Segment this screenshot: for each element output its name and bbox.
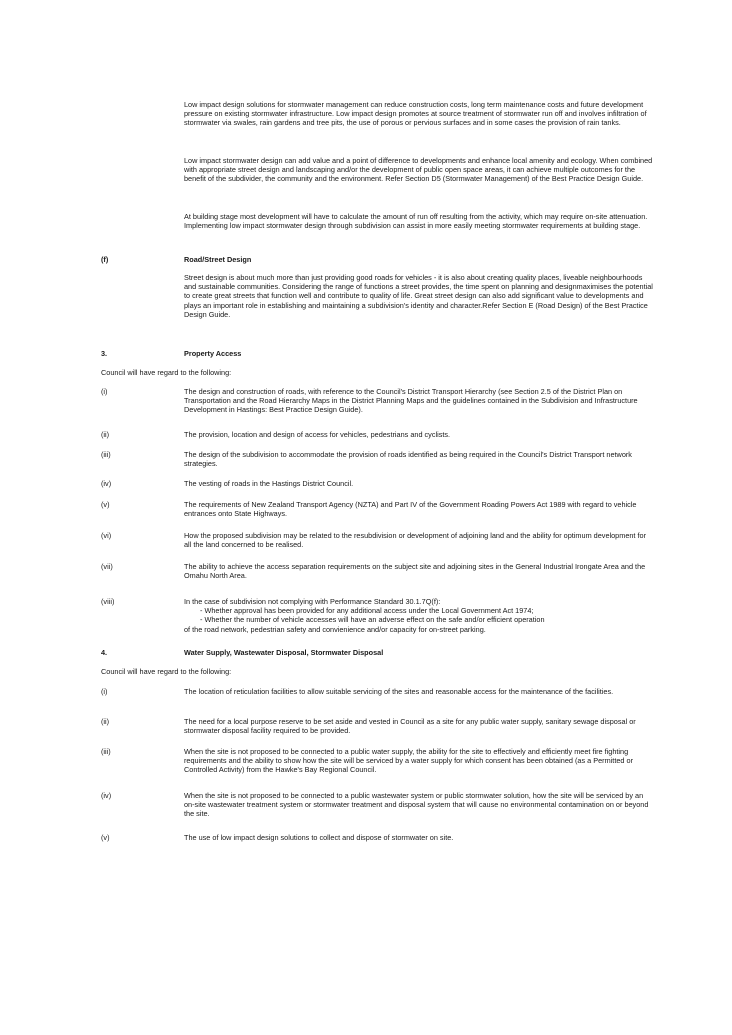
section-f-heading: Road/Street Design bbox=[184, 255, 252, 264]
section-3-intro: Council will have regard to the following: bbox=[101, 368, 232, 377]
item-viii-dash-1: - Whether approval has been provided for any additional access under the Local Government Act 1974; bbox=[200, 606, 534, 616]
section-3-item-number: (ii) bbox=[101, 430, 110, 439]
section-3-item-text: The ability to achieve the access separation requirements on the subject site and adjoining sites in the General Industrial Irongate Area and the Omahu North Area. bbox=[184, 562, 646, 581]
section-4-intro: Council will have regard to the following: bbox=[101, 667, 232, 676]
section-3-item-number: (iv) bbox=[101, 479, 112, 488]
section-4-item-number: (iv) bbox=[101, 791, 112, 800]
section-3-item-text: The provision, location and design of access for vehicles, pedestrians and cyclists. bbox=[184, 430, 451, 439]
section-3-item-viii bbox=[184, 597, 654, 634]
section-4-item-number: (ii) bbox=[101, 717, 110, 726]
section-4-item-number: (i) bbox=[101, 687, 108, 696]
intro-paragraph-3: At building stage most development will have to calculate the amount of run off resulting from the activity, which may require on-site attenuation. Implementing low impact stormwater design through subdivision can assist in more easily meeting stormwater requirements at building stage. bbox=[184, 212, 648, 231]
section-4-number: 4. bbox=[101, 648, 108, 657]
section-3-item-text: How the proposed subdivision may be related to the resubdivision or development of adjoining land and the ability for optimum development for all the land concerned to be realised. bbox=[184, 531, 647, 550]
item-viii-dash-2-continued: of the road network, pedestrian safety and convienience and/or capacity for on-street parking. bbox=[184, 624, 486, 634]
section-3-item-number: (v) bbox=[101, 500, 110, 509]
section-3-number: 3. bbox=[101, 349, 108, 358]
section-3-item-text: The requirements of New Zealand Transport Agency (NZTA) and Part IV of the Government Roading Powers Act 1989 with regard to vehicle entrances onto State Highways. bbox=[184, 500, 637, 519]
section-4-item-text: The need for a local purpose reserve to be set aside and vested in Council as a site for any public water supply, sanitary sewage disposal or stormwater disposal facility required to be provided. bbox=[184, 717, 636, 736]
section-4-item-number: (v) bbox=[101, 833, 110, 842]
section-f-number: (f) bbox=[101, 255, 109, 264]
section-4-item-text: The location of reticulation facilities to allow suitable servicing of the sites and reasonable access for the maintenance of the facilities. bbox=[184, 687, 614, 696]
section-3-item-text: The vesting of roads in the Hastings District Council. bbox=[184, 479, 354, 488]
section-4-item-number: (iii) bbox=[101, 747, 111, 756]
item-viii-lead: In the case of subdivision not complying with Performance Standard 30.1.7Q(f): bbox=[184, 597, 441, 606]
item-viii-dash-2: - Whether the number of vehicle accesses will have an adverse effect on the safe and/or efficient operation bbox=[200, 615, 545, 625]
intro-paragraph-1: Low impact design solutions for stormwater management can reduce construction costs, long term maintenance costs and future development pressure on existing stormwater infrastructure. Low impact design promotes at source treatment of stormwater run off and involves infiltration of stormwater via swales, rain gardens and tree pits, the use of porous or pervious surfaces and in some cases the provision of rain tanks. bbox=[184, 100, 647, 128]
section-4-heading: Water Supply, Wastewater Disposal, Stormwater Disposal bbox=[184, 648, 384, 657]
section-4-item-text: The use of low impact design solutions to collect and dispose of stormwater on site. bbox=[184, 833, 454, 842]
section-3-item-viii-number: (viii) bbox=[101, 597, 115, 606]
section-3-item-number: (vii) bbox=[101, 562, 113, 571]
section-3-item-number: (vi) bbox=[101, 531, 112, 540]
section-f-body: Street design is about much more than just providing good roads for vehicles - it is also about creating quality places, liveable neighbourhoods and sustainable communities. Considering the range of functions a street provides, the time spent on planning and designmaximises the potential to create great streets that function well and contribute to quality of life. Great street design can also add significant value to developments and plays an important role in establishing and maintaining a subdivision's identity and character.Refer Section E (Road Design) of the Best Practice Design Guide. bbox=[184, 273, 653, 319]
section-3-item-text: The design of the subdivision to accommodate the provision of roads identified as being required in the Council's District Transport network strategies. bbox=[184, 450, 632, 469]
section-3-item-number: (iii) bbox=[101, 450, 111, 459]
section-3-item-number: (i) bbox=[101, 387, 108, 396]
section-3-heading: Property Access bbox=[184, 349, 242, 358]
intro-paragraph-2: Low impact stormwater design can add value and a point of difference to developments and enhance local amenity and ecology. When combined with appropriate street design and landscaping and/or the development of public open space areas, it can achieve multiple outcomes for the benefit of the subdivider, the community and the environment. Refer Section D5 (Stormwater Management) of the Best Practice Design Guide. bbox=[184, 156, 653, 184]
section-3-item-text: The design and construction of roads, with reference to the Council's District Transport Hierarchy (see Section 2.5 of the District Plan on Transportation and the Road Hierarchy Maps in the District Planning Maps and the guidelines contained in the Subdivision and Infrastructure Development in Hastings: Best Practice Design Guide). bbox=[184, 387, 638, 415]
section-4-item-text: When the site is not proposed to be connected to a public water supply, the ability for the site to effectively and efficiently meet fire fighting requirements and the ability to show how the site will be serviced by a water supply for which consent has been obtained (as a Permitted or Controlled Activity) from the Hawke's Bay Regional Council. bbox=[184, 747, 633, 775]
section-4-item-text: When the site is not proposed to be connected to a public wastewater system or public stormwater solution, how the site will be serviced by an on-site wastewater treatment system or stormwater treatment and disposal system that will cause no environmental contamination on or beyond the site. bbox=[184, 791, 649, 819]
